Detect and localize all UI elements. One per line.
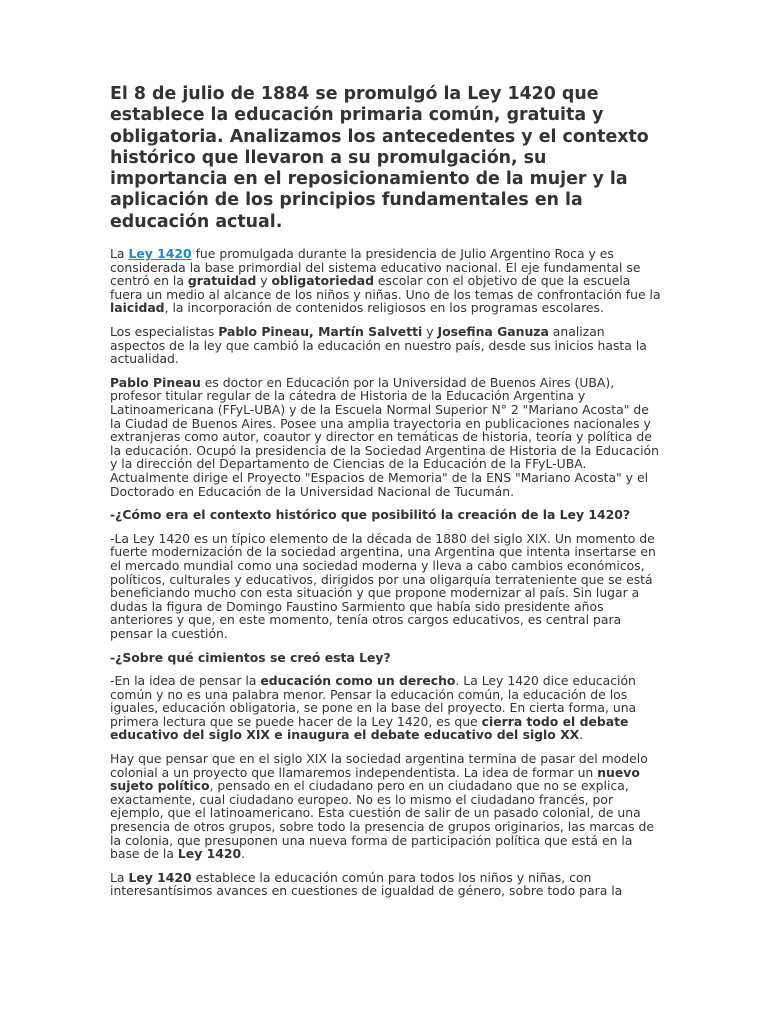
paragraph-intro [110,247,662,315]
bold-text: Ley 1420 [177,846,242,862]
text: . [579,727,584,743]
paragraph-answer-foundations [110,674,662,742]
text: Los especialistas [110,324,219,340]
paragraph-gender-equality [110,871,662,898]
text: fue promulgada durante la presidencia de Julio Argentino Roca y es considerada la base primordial del sistema educativo nacional. El eje fundamental se centró en la [110,246,641,289]
article-headline: El 8 de julio de 1884 se promulgó la Ley 1420 que establece la educación primaria común, gratuita y obligatoria. Analizamos los antecedentes y el contexto histórico que llevaron a su promulgación, su importancia en el reposicionamiento de la mujer y la aplicación de los principios fundamentales en la educación actual. [110,84,649,232]
bold-text: cierra todo el debate educativo del siglo XIX e inaugura el debate educativo del siglo XX [110,713,629,743]
bold-text: obligatoriedad [271,273,374,289]
bold-text: Pablo Pineau, Martín Salvetti [218,324,423,340]
text: y [256,273,272,289]
bold-text: Pablo Pineau [110,374,201,390]
text: , pensado en el ciudadano pero en un ciudadano que no se explica, exactamente, cual ciudadano europeo. No es lo mismo el ciudadano francés, por ejemplo, que el latinoamericano. Esta cuestión de salir de un pasado colonial, de una presencia de otros grupos, sobre todo la presencia de grupos originarios, las marcas de la colonia, que presuponen una nueva forma de participación política que está en la base de la [110,778,654,862]
text: -En la idea de pensar la [110,673,261,689]
paragraph-specialists [110,325,662,366]
text: . [241,846,246,862]
text: es doctor en Educación por la Universidad de Buenos Aires (UBA), profesor titular regular de la cátedra de Historia de la Educación Argentina y Latinoamericana (FFyL-UBA) y de la Escuela Normal Superior N° 2 "Mariano Acosta" de la Ciudad de Buenos Aires. Posee una amplia trayectoria en publicaciones nacionales y extranjeras como autor, coautor y director en temáticas de historia, teoría y política de la educación. Ocupó la presidencia de la Sociedad Argentina de Historia de la Educación y la dirección del Departamento de Ciencias de la Educación de la FFyL-UBA. Actualmente dirige el Proyecto "Espacios de Memoria" de la ENS "Mariano Acosta" y el Doctorado en Educación de la Universidad Nacional de Tucumán. [110,374,659,499]
bold-text: laicidad [110,300,165,316]
text: analizan aspectos de la ley que cambió la educación en nuestro país, desde sus inicios hasta la actualidad. [110,324,647,367]
article-body [110,84,662,908]
bold-text: nuevo sujeto político [110,764,640,794]
text: establece la educación común para todos los niños y niñas, con interesantísimos avances en cuestiones de igualdad de género, sobre todo para la [110,869,623,899]
paragraph-answer-context: -La Ley 1420 es un típico elemento de la década de 1880 del siglo XIX. Un momento de fuerte modernización de la sociedad argentina, una Argentina que intenta insertarse en el mercado mundial como una sociedad moderna y lleva a cabo cambios económicos, políticos, culturales y educativos, dirigidos por una oligarquía terrateniente que se está beneficiando mucho con esta situación y que propone modernizar al país. Sin lugar a dudas la figura de Domingo Faustino Sarmiento que había sido presidente años anteriores y que, en este momento, tenía otros cargos educativos, es central para pensar la cuestión. [110,530,656,641]
bold-text: educación como un derecho [260,673,456,689]
question-context: -¿Cómo era el contexto histórico que posibilitó la creación de la Ley 1420? [110,507,631,523]
text: Hay que pensar que en el siglo XIX la sociedad argentina termina de pasar del modelo colonial a un proyecto que llamaremos independentista. La idea de formar un [110,751,648,780]
text: La [110,869,129,885]
text: y [422,324,438,340]
bold-text: Josefina Ganuza [437,324,549,340]
bold-text: gratuidad [187,273,257,289]
paragraph-pineau-bio [110,376,662,498]
bold-text: Ley 1420 [128,869,192,885]
paragraph-nineteenth-century [110,752,662,861]
question-foundations: -¿Sobre qué cimientos se creó esta Ley? [110,649,391,665]
ley-1420-link[interactable]: Ley 1420 [128,246,192,262]
text: , la incorporación de contenidos religiosos en los programas escolares. [164,300,604,316]
text: . La Ley 1420 dice educación común y no es una palabra menor. Pensar la educación común, la educación de los iguales, educación obligatoria, se pone en la base del proyecto. En cierta forma, una primera lectura que se puede hacer de la Ley 1420, es que [110,673,637,729]
text: La [110,246,129,262]
text: escolar con el objetivo de que la escuela fuera un medio al alcance de los niños y niñas. Uno de los temas de confrontación fue la [110,273,661,302]
